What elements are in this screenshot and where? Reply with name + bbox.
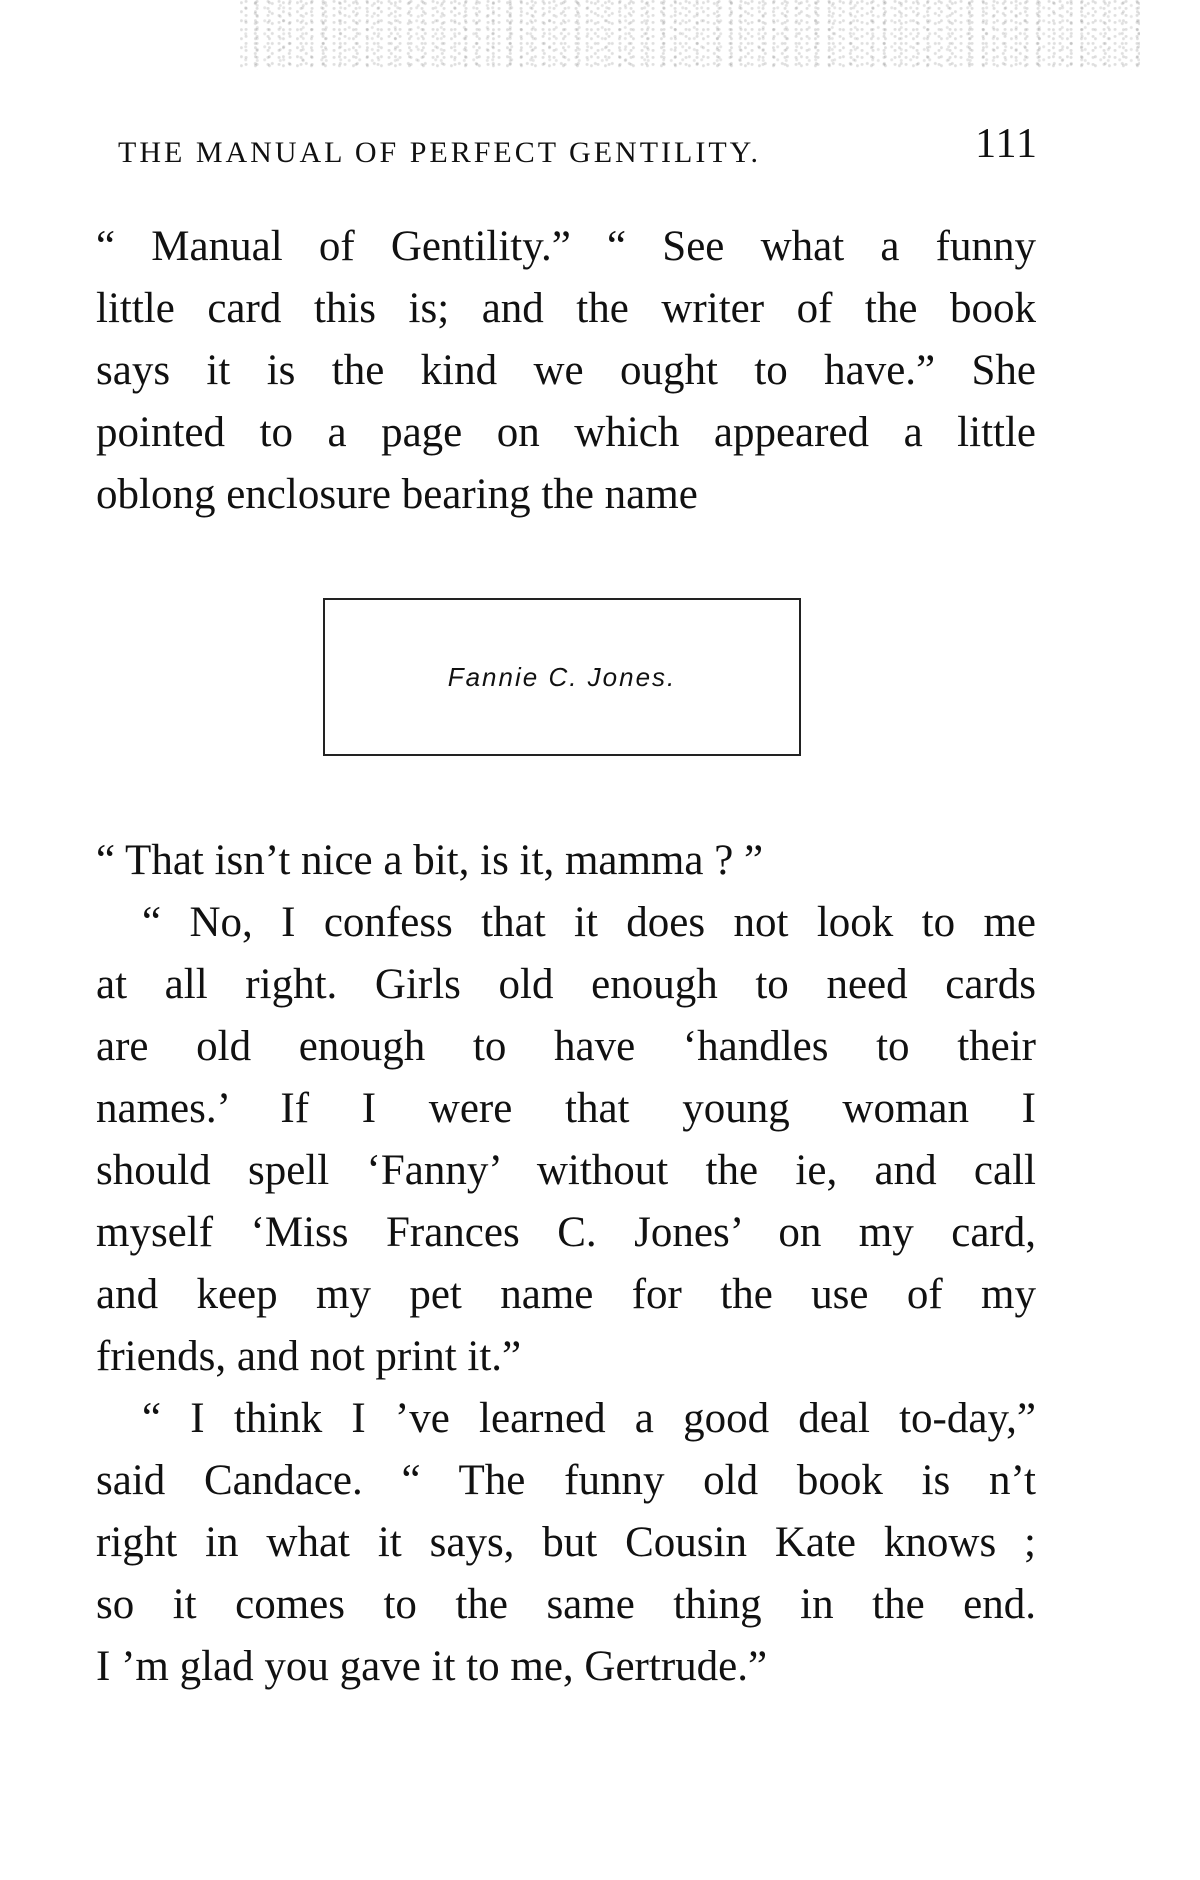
text-line: at all right. Girls old enough to need cards <box>96 961 1036 1008</box>
page-number: 111 <box>975 121 1038 167</box>
text-line: pointed to a page on which appeared a little <box>96 409 1036 456</box>
text-line: I ’m glad you gave it to me, Gertrude.” <box>96 1643 768 1690</box>
running-head <box>118 121 1038 169</box>
page-header-title: THE MANUAL OF PERFECT GENTILITY. <box>118 136 761 169</box>
text-line: should spell ‘Fanny’ without the ie, and call <box>96 1147 1036 1194</box>
text-line: oblong enclosure bearing the name <box>96 471 698 518</box>
text-line: friends, and not print it.” <box>96 1333 522 1380</box>
text-line: little card this is; and the writer of the book <box>96 285 1036 332</box>
text-line: so it comes to the same thing in the end. <box>96 1581 1036 1628</box>
text-line: and keep my pet name for the use of my <box>96 1271 1036 1318</box>
text-line: are old enough to have ‘handles to their <box>96 1023 1036 1070</box>
scan-noise <box>240 0 1140 70</box>
text-line: says it is the kind we ought to have.” She <box>96 347 1036 394</box>
card-name: Fannie C. Jones. <box>447 662 677 692</box>
text-line: names.’ If I were that young woman I <box>96 1085 1036 1132</box>
text-line: “ No, I confess that it does not look to me <box>142 899 1036 946</box>
text-line: “ Manual of Gentility.” “ See what a funny <box>96 223 1036 270</box>
text-line: right in what it says, but Cousin Kate knows ; <box>96 1519 1036 1566</box>
text-line: “ I think I ’ve learned a good deal to-day,” <box>142 1395 1036 1442</box>
calling-card-illustration <box>323 598 801 756</box>
text-line: said Candace. “ The funny old book is n’t <box>96 1457 1036 1504</box>
text-line: “ That isn’t nice a bit, is it, mamma ? ” <box>96 837 764 884</box>
text-line: myself ‘Miss Frances C. Jones’ on my card, <box>96 1209 1036 1256</box>
